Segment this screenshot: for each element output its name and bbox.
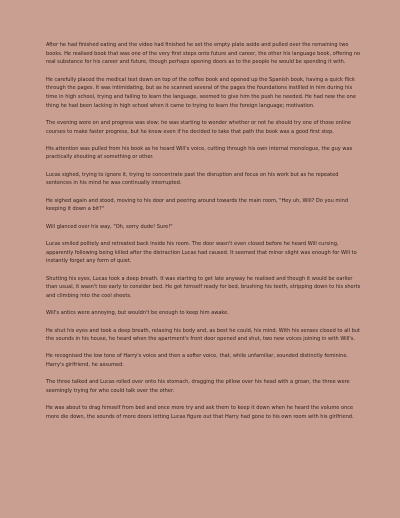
paragraph: Will's antics were annoying, but wouldn't be enough to keep him awake.	[46, 310, 229, 317]
paragraph: He recognised the low tone of Harry's voice and then a softer voice, that, while unfamiliar, sounded distinctly feminine. Harry's girlfriend, he assumed.	[46, 353, 349, 369]
paragraph: The evening wore on and progress was slow; he was starting to wonder whether or not he should try one of those online courses to make faster progress, but he knew even if he decided to take that path the book was a good first step.	[46, 119, 352, 135]
document-body	[46, 41, 364, 430]
paragraph: Shutting his eyes, Lucas took a deep breath. It was starting to get late anyway he realised and though it would be earlier than usual, it wasn't too early to consider bed. He got himself ready for bed, brushing his teeth, stripping down to his shorts and climbing into the cool sheets.	[46, 275, 361, 299]
paragraph: He shut his eyes and took a deep breath, relaxing his body and, as best he could, his mind. With his senses closed to all but the sounds in his house, he heard when the apartment's front door opened and shut, two new voices joining in with Will's.	[46, 327, 360, 343]
paragraph: His attention was pulled from his book as he heard Will's voice, cutting through his own internal monologue, the guy was practically shouting at something or other.	[46, 145, 353, 161]
paragraph: The three talked and Lucas rolled over onto his stomach, dragging the pillow over his head with a groan, the three were seemingly trying for who could talk over the other.	[46, 379, 350, 395]
paragraph: After he had finished eating and the video had finished he set the empty plate aside and pulled over the remaining two books. He realised book that was one of the very first steps onto future and career, the other his language book, offering no real substance for his career and future, though perhaps opening doors as to the people he would be spending it with.	[46, 42, 361, 66]
paragraph: He was about to drag himself from bed and once more try and ask them to keep it down when he heard the volume once more die down, the sounds of more doors letting Lucas figure out that Harry had gone to his own room with his girlfriend.	[46, 405, 354, 421]
paragraph: Lucas smiled politely and retreated back inside his room. The door wasn't even closed before he heard Will cursing, apparently following being killed after the distraction Lucas had caused. It seemed that minor slight was enough for Will to instantly forget any form of quiet.	[46, 240, 357, 265]
paragraph: He sighed again and stood, moving to his door and peering around towards the main room, "Hey uh, Will? Do you mind keeping it down a bit?"	[46, 197, 349, 213]
paragraph: Will glanced over his way, "Oh, sorry dude! Sure!"	[46, 223, 173, 230]
paragraph: Lucas sighed, trying to ignore it, trying to concentrate past the disruption and focus on his work but as he repeated sentences in his mind he was continually interrupted.	[46, 171, 339, 187]
paragraph: He carefully placed the medical text down on top of the coffee book and opened up the Spanish book, having a quick flick through the pages. It was intimidating, but as he scanned several of the pages the foundations instilled in him during his time in high school, trying and failing to learn the language, seemed to give him the push he needed. He had new the one thing he had been lacking in high school when it came to trying to learn the foreign language; motivation.	[46, 76, 356, 109]
